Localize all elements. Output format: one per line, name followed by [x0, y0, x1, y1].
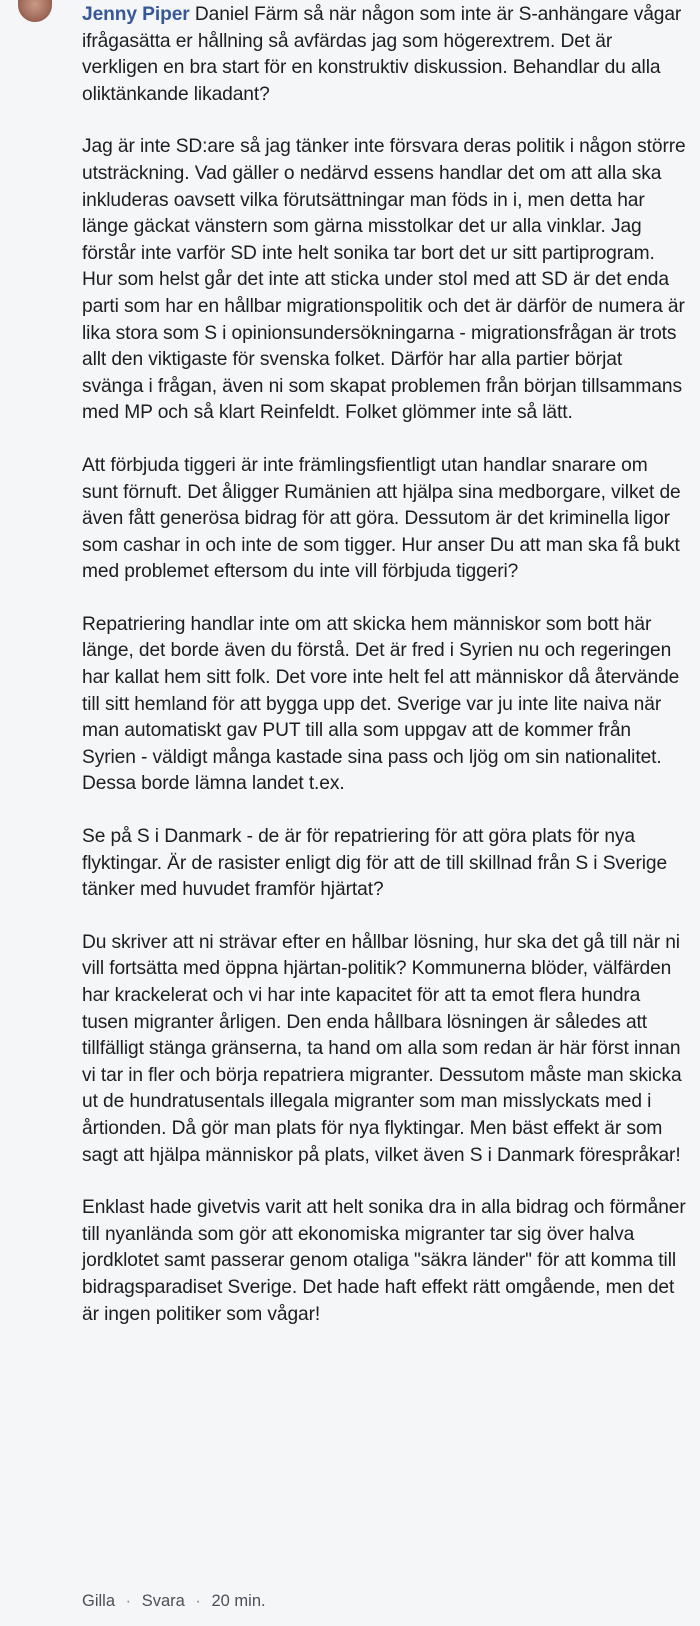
paragraph-text: Daniel Färm så när någon som inte är S-anhängare vågar ifrågasätta er hållning så avfärdas jag som högerextrem. Det är verkligen en bra start för en konstruktiv diskussion. Behandlar du alla oliktänkande likadant?	[82, 4, 682, 105]
comment-body	[82, 2, 688, 1354]
separator: ·	[195, 1592, 201, 1610]
comment-paragraph-1	[82, 2, 688, 108]
comment-paragraph-3: Att förbjuda tiggeri är inte främlingsfientligt utan handlar snarare om sunt förnuft. Det åligger Rumänien att hjälpa sina medborgare, vilket de även fått generösa bidrag för att göra. Dessutom är det kriminella ligor som cashar in och inte de som tigger. Hur anser Du att man ska få bukt med problemet eftersom du inte vill förbjuda tiggeri?	[82, 454, 681, 583]
reply-link[interactable]: Svara	[141, 1592, 185, 1610]
separator: ·	[125, 1592, 132, 1610]
comment-paragraph-2: Jag är inte SD:are så jag tänker inte försvara deras politik i någon större utsträckning. Vad gäller o nedärvd essens handlar det om att alla ska inkluderas oavsett vilka förutsättningar man föds in i, men detta har länge gäckat vänstern som gärna misstolkar det ur alla vinklar. Jag förstår inte varför SD inte helt sonika tar bort det ur sitt partiprogram. Hur som helst går det inte att sticka under stol med att SD är det enda parti som har en hållbar migrationspolitik och det är därför de numera är lika stora som S i opinionsundersökningarna - migrationsfrågan är trots allt den viktigaste för svenska folket. Därför har alla partier börjat svänga i frågan, även ni som skapat problemen från början tillsammans med MP och så klart Reinfeldt. Folket glömmer inte så lätt.	[82, 136, 686, 424]
author-name[interactable]: Jenny Piper	[82, 4, 190, 25]
comment-paragraph-5: Se på S i Danmark - de är för repatriering för att göra plats för nya flyktingar. Är de rasister enligt dig för att de till skillnad från S i Sverige tänker med huvudet framför hjärtat?	[82, 826, 668, 901]
comment-paragraph-4: Repatriering handlar inte om att skicka hem människor som bott här länge, det borde även du förstå. Det är fred i Syrien nu och regeringen har kallat hem sitt folk. Det vore inte helt fel att människor då återvände till sitt hemland för att bygga upp det. Sverige var ju inte lite naiva när man automatiskt gav PUT till alla som uppgav att de kommer från Syrien - väldigt många kastade sina pass och ljög om sin nationalitet. Dessa borde lämna landet t.ex.	[82, 613, 680, 795]
timestamp[interactable]: 20 min.	[211, 1592, 266, 1610]
comment-paragraph-7: Enklast hade givetvis varit att helt sonika dra in alla bidrag och förmåner till nyanlända som gör att ekonomiska migranter tar sig över halva jordklotet samt passerar genom otaliga "säkra länder" för att komma till bidragsparadiset Sverige. Det hade haft effekt rätt omgående, men det är ingen politiker som vågar!	[82, 1197, 686, 1325]
avatar[interactable]	[18, 0, 52, 22]
like-link[interactable]: Gilla	[82, 1592, 116, 1610]
comment-paragraph-6: Du skriver att ni strävar efter en hållbar lösning, hur ska det gå till när ni vill fortsätta med öppna hjärtan-politik? Kommunerna blöder, välfärden har krackelerat och vi har inte kapacitet för att ta emot flera hundra tusen migranter årligen. Den enda hållbara lösningen är således att tillfälligt stänga gränserna, ta hand om alla som redan är här först innan vi tar in fler och börja repatriera migranter. Dessutom måste man skicka ut de hundratusentals illegala migranter som man misslyckats med i årtionden. Då gör man plats för nya flyktingar. Men bäst effekt är som sagt att hjälpa människor på plats, vilket även S i Danmark förespråkar!	[82, 931, 682, 1166]
comment-actions	[82, 1592, 266, 1611]
